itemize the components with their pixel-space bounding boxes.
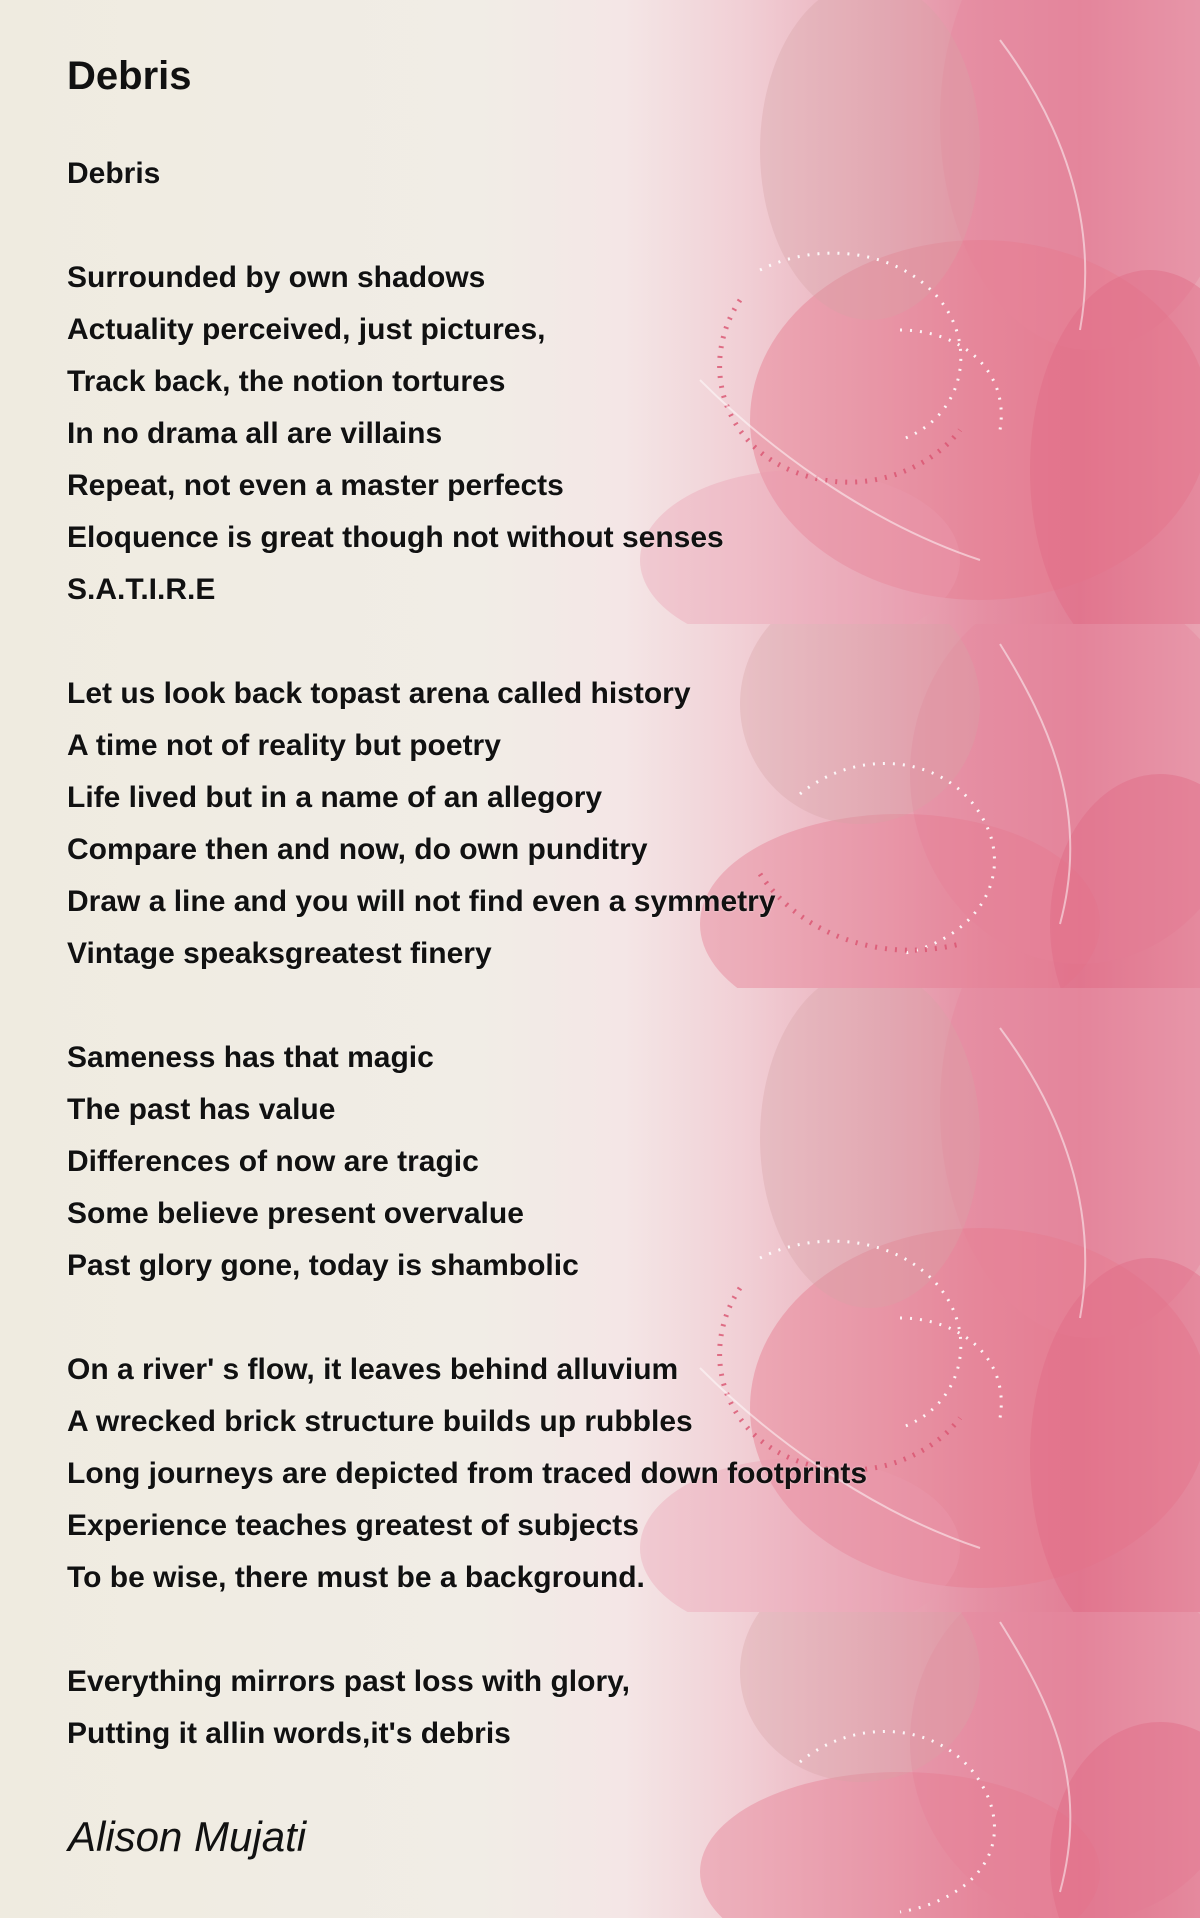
poem-author: Alison Mujati — [68, 1813, 307, 1860]
poem-line: A wrecked brick structure builds up rubbles — [67, 1405, 693, 1438]
poem-line: On a river' s flow, it leaves behind alluvium — [67, 1353, 679, 1386]
poem-line: Vintage speaksgreatest finery — [67, 937, 492, 970]
stanza — [67, 668, 1127, 980]
poem-line: Eloquence is great though not without senses — [67, 521, 724, 554]
poem-line: To be wise, there must be a background. — [67, 1561, 645, 1594]
poem-line: Experience teaches greatest of subjects — [67, 1509, 639, 1542]
poem-line: Long journeys are depicted from traced down footprints — [67, 1457, 868, 1490]
poem-line: Compare then and now, do own punditry — [67, 833, 648, 866]
poem-line: Let us look back topast arena called history — [67, 677, 691, 710]
stanza — [67, 1344, 1127, 1604]
poem-line: Past glory gone, today is shambolic — [67, 1249, 579, 1282]
poem-line: Life lived but in a name of an allegory — [67, 781, 603, 814]
poem-line: Actuality perceived, just pictures, — [67, 313, 546, 346]
poem-line: Draw a line and you will not find even a symmetry — [67, 885, 776, 918]
poem-line: S.A.T.I.R.E — [67, 573, 216, 606]
stanza — [67, 252, 1127, 616]
poem-line: The past has value — [67, 1093, 336, 1126]
poem-line: A time not of reality but poetry — [67, 729, 501, 762]
poem-line: Putting it allin words,it's debris — [67, 1717, 511, 1750]
poem-line: Sameness has that magic — [67, 1041, 434, 1074]
stanza — [67, 1656, 1127, 1760]
poem-line: Track back, the notion tortures — [67, 365, 506, 398]
poem-line: Debris — [67, 157, 161, 190]
stanza — [67, 1032, 1127, 1292]
poem-line: Differences of now are tragic — [67, 1145, 479, 1178]
poem-line: Repeat, not even a master perfects — [67, 469, 564, 502]
poem-line: In no drama all are villains — [67, 417, 443, 450]
poem-line: Some believe present overvalue — [67, 1197, 524, 1230]
poem-title: Debris — [67, 54, 192, 98]
poem-line: Surrounded by own shadows — [67, 261, 486, 294]
poem-line: Everything mirrors past loss with glory, — [67, 1665, 630, 1698]
stanza — [67, 148, 1127, 200]
poem-body — [67, 148, 1127, 1760]
